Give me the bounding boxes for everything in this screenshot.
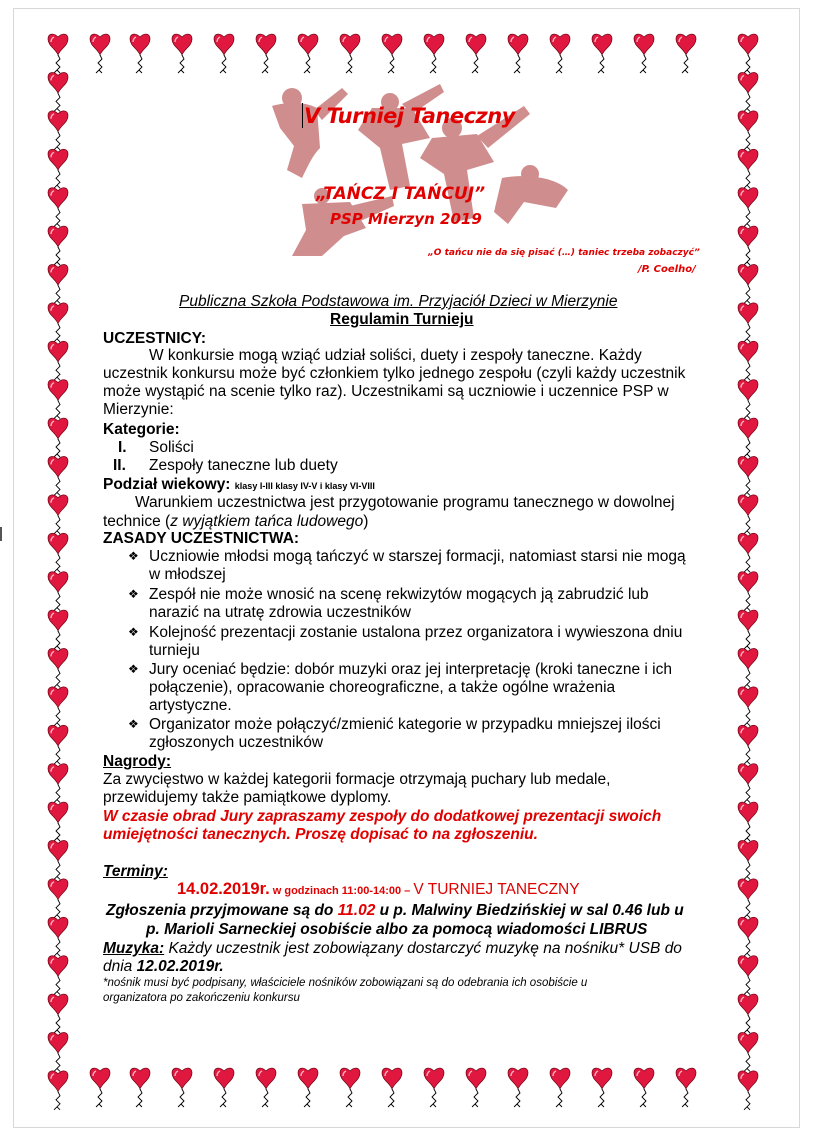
rule-item-line: Organizator może połączyć/zmienić kategorie w przypadku mniejszej ilości — [149, 716, 661, 733]
event-hours: w godzinach 11:00-14:00 – — [269, 885, 414, 897]
category-number: I. — [118, 439, 127, 456]
condition-line-1: Warunkiem uczestnictwa jest przygotowanie programu tanecznego w dowolnej — [135, 494, 675, 511]
rule-item-line: w młodszej — [149, 566, 226, 583]
document-title: Regulamin Turnieju — [330, 311, 474, 328]
music-text: Każdy uczestnik jest zobowiązany dostarczyć muzykę na nośniku* USB do — [164, 940, 682, 957]
rule-item-line: Kolejność prezentacji zostanie ustalona przez organizatora i wywieszona dniu — [149, 624, 683, 641]
music-date: 12.02.2019r. — [136, 958, 224, 975]
age-split-label: Podział wiekowy: — [103, 476, 231, 493]
jury-note-line-1: W czasie obrad Jury zapraszamy zespoły do dodatkowej prezentacji swoich — [103, 808, 662, 825]
music-line-1 — [103, 940, 682, 958]
rule-item-line: Uczniowie młodsi mogą tańczyć w starszej formacji, natomiast starsi nie mogą — [149, 548, 686, 565]
event-subtitle: „TAŃCZ I TAŃCUJ” — [316, 184, 486, 204]
condition-line-2 — [103, 513, 368, 531]
age-split-value: klasy I-III klasy IV-V i klasy VI-VIII — [234, 481, 375, 491]
category-label: Zespoły taneczne lub duety — [149, 457, 338, 474]
event-date-line — [177, 881, 580, 901]
applications-line-1 — [106, 902, 684, 920]
participants-heading: UCZESTNICY: — [103, 330, 207, 347]
rule-item-line: zgłoszonych uczestników — [149, 734, 324, 751]
condition-italic: z wyjątkiem tańca ludowego — [170, 513, 364, 530]
rules-heading: ZASADY UCZESTNICTWA: — [103, 530, 300, 547]
category-number: II. — [113, 457, 126, 474]
music-label: Muzyka: — [103, 940, 165, 957]
rule-item-line: turnieju — [149, 642, 200, 659]
participants-line-4: Mierzynie: — [103, 401, 174, 418]
participants-line-1: W konkursie mogą wziąć udział soliści, duety i zespoły taneczne. Każdy — [149, 347, 642, 364]
event-date: 14.02.2019r. — [177, 880, 270, 898]
quote-author: /P. Coelho/ — [638, 264, 696, 275]
dates-heading: Terminy: — [103, 863, 168, 880]
quote: „O tańcu nie da się pisać (…) taniec trzeba zobaczyć” — [428, 248, 700, 258]
school-name: Publiczna Szkoła Podstawowa im. Przyjaciół Dzieci w Mierzynie — [179, 293, 618, 310]
prizes-line-2: przewidujemy także pamiątkowe dyplomy. — [103, 789, 392, 806]
ruler-marker — [0, 527, 2, 541]
applications-text: Zgłoszenia przyjmowane są do — [106, 902, 338, 919]
diamond-bullet-icon: ❖ — [128, 625, 139, 639]
diamond-bullet-icon: ❖ — [128, 717, 139, 731]
music-line-2 — [103, 958, 224, 976]
condition-text-end: ) — [363, 513, 369, 530]
rule-item-line: Zespół nie może wnosić na scenę rekwizytów mogących ją zabrudzić lub — [149, 586, 649, 603]
event-school-year: PSP Mierzyn 2019 — [330, 210, 482, 228]
prizes-line-1: Za zwycięstwo w każdej kategorii formacje otrzymają puchary lub medale, — [103, 771, 611, 788]
diamond-bullet-icon: ❖ — [128, 662, 139, 676]
applications-date: 11.02 — [337, 902, 376, 919]
event-name: V TURNIEJ TANECZNY — [413, 881, 580, 898]
rule-item-line: narazić na utratę zdrowia uczestników — [149, 604, 411, 621]
music-text-2: dnia — [103, 958, 137, 975]
category-label: Soliści — [149, 439, 194, 456]
age-split — [103, 476, 375, 496]
footnote-line-2: organizatora po zakończeniu konkursu — [103, 992, 300, 1004]
participants-line-2: uczestnik konkursu może być członkiem tylko jednego zespołu (czyli każdy uczestnik — [103, 365, 686, 382]
rule-item-line: połączenie), opracowanie choreograficzne, a także ogólne wrażenia — [149, 679, 616, 696]
applications-line-2: p. Marioli Sarneckiej osobiście albo za pomocą wiadomości LIBRUS — [146, 921, 648, 938]
applications-text-2: u p. Malwiny Biedzińskiej w sal 0.46 lub u — [375, 902, 684, 919]
diamond-bullet-icon: ❖ — [128, 549, 139, 563]
diamond-bullet-icon: ❖ — [128, 587, 139, 601]
rule-item-line: artystyczne. — [149, 697, 232, 714]
jury-note-line-2: umiejętności tanecznych. Proszę dopisać to na zgłoszeniu. — [103, 826, 538, 843]
participants-line-3: może wystąpić na scenie tylko raz). Uczestnikami są uczniowie i uczennice PSP w — [103, 383, 669, 400]
categories-heading: Kategorie: — [103, 421, 180, 438]
footnote-line-1: *nośnik musi być podpisany, właściciele nośników zobowiązani są do odebrania ich osobiście u — [103, 977, 588, 989]
rule-item-line: Jury oceniać będzie: dobór muzyki oraz jej interpretację (kroki taneczne i ich — [149, 661, 672, 678]
prizes-heading: Nagrody: — [103, 753, 172, 770]
text-cursor — [302, 103, 303, 128]
condition-text: technice ( — [103, 513, 171, 530]
event-title: V Turniej Taneczny — [304, 104, 515, 128]
